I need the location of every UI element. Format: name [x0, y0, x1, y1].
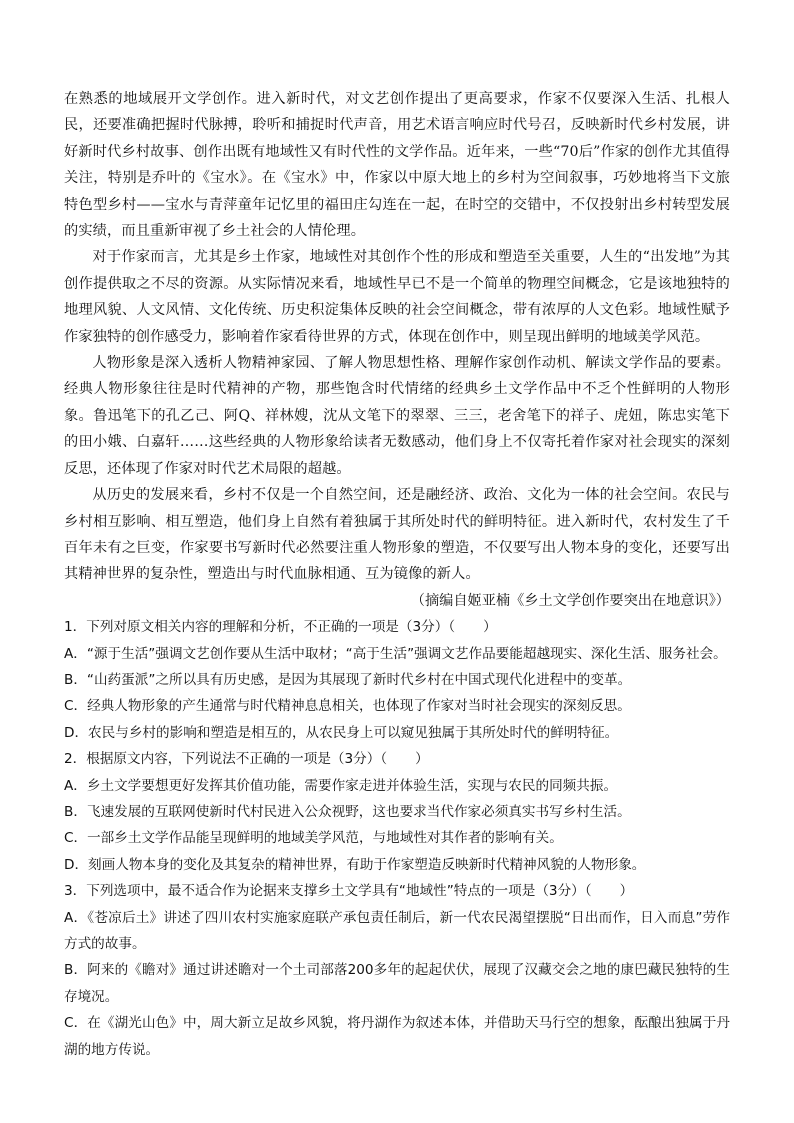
question-stem-text: 1．下列对原文相关内容的理解和分析，不正确的一项是（3分）（: [64, 619, 456, 636]
option-b: B．“山药蛋派”之所以具有历史感，是因为其展现了新时代乡村在中国式现代化进程中的变革。: [64, 671, 632, 688]
option-c: C．一部乡土文学作品能呈现鲜明的地域美学风范，与地域性对其作者的影响有关。: [64, 830, 563, 847]
passage-source: （摘编自姬亚楠《乡土文学创作要突出在地意识》）: [410, 592, 730, 609]
passage-paragraph-2: 对于作家而言，尤其是乡土作家，地域性对其创作个性的形成和塑造至关重要，人生的“出发地”为其创作提供取之不尽的资源。从实际情况来看，地域性早已不是一个简单的物理空间概念，它是该地独特的地理风貌、人文风情、文化传统、历史积淀集体反映的社会空间概念，带有浓厚的人文色彩。地域性赋予作家独特的创作感受力，影响着作家看待世界的方式，体现在创作中，则呈现出鲜明的地域美学风范。: [64, 249, 730, 345]
question-stem-text: 3．下列选项中，最不适合作为论据来支撑乡土文学具有“地域性”特点的一项是（3分）（: [64, 883, 592, 900]
question-stem: [64, 746, 730, 772]
question-list: [64, 614, 730, 1063]
reading-passage: [64, 86, 730, 614]
question-stem-end: ）: [483, 619, 497, 636]
passage-paragraph-4: 从历史的发展来看，乡村不仅是一个自然空间，还是融经济、政治、文化为一体的社会空间。农民与乡村相互影响、相互塑造，他们身上自然有着独属于其所处时代的鲜明特征。进入新时代，农村发生了千百年未有之巨变，作家要书写新时代必然要注重人物形象的塑造，不仅要写出人物本身的变化，还要写出其精神世界的复杂性，塑造出与时代血脉相通、互为镜像的新人。: [64, 487, 730, 583]
question-stem: [64, 878, 730, 904]
question-stem-end: ）: [619, 883, 634, 900]
question-stem-end: ）: [415, 751, 429, 768]
question-1: [64, 614, 730, 746]
question-2: [64, 746, 730, 878]
question-3: [64, 878, 730, 1063]
option-a: A．《苍凉后土》讲述了四川农村实施家庭联产承包责任制后，新一代农民渴望摆脱“日出而作，日入而息”劳作方式的故事。: [64, 909, 730, 952]
question-stem-text: 2．根据原文内容，下列说法不正确的一项是（3分）（: [64, 751, 388, 768]
option-c: C．在《湖光山色》中，周大新立足故乡风貌，将丹湖作为叙述本体，并借助天马行空的想象，酝酿出独属于丹湖的地方传说。: [64, 1015, 730, 1058]
option-d: D．农民与乡村的影响和塑造是相互的，从农民身上可以窥见独属于其所处时代的鲜明特征。: [64, 724, 619, 741]
option-a: A．“源于生活”强调文艺创作要从生活中取材；“高于生活”强调文艺作品要能超越现实、深化生活、服务社会。: [64, 645, 727, 662]
passage-paragraph-3: 人物形象是深入透析人物精神家园、了解人物思想性格、理解作家创作动机、解读文学作品的要素。经典人物形象往往是时代精神的产物，那些饱含时代情绪的经典乡土文学作品中不乏个性鲜明的人物形象。鲁迅笔下的孔乙己、阿Q、祥林嫂，沈从文笔下的翠翠、三三，老舍笔下的祥子、虎妞，陈忠实笔下的田小娥、白嘉轩……这些经典的人物形象给读者无数感动，他们身上不仅寄托着作家对社会现实的深刻反思，还体现了作家对时代艺术局限的超越。: [64, 355, 730, 477]
option-c: C．经典人物形象的产生通常与时代精神息息相关，也体现了作家对当时社会现实的深刻反思。: [64, 698, 631, 715]
option-b: B．飞速发展的互联网使新时代村民进入公众视野，这也要求当代作家必须真实书写乡村生活。: [64, 803, 631, 820]
option-a: A．乡土文学要想更好发挥其价值功能，需要作家走进并体验生活，实现与农民的同频共振。: [64, 777, 618, 794]
passage-paragraph-1: 在熟悉的地域展开文学创作。进入新时代，对文艺创作提出了更高要求，作家不仅要深入生活、扎根人民，还要准确把握时代脉搏，聆听和捕捉时代声音，用艺术语言响应时代号召，反映新时代乡村发展，讲好新时代乡村故事、创作出既有地域性又有时代性的文学作品。近年来，一些“70后”作家的创作尤其值得关注，特别是乔叶的《宝水》。在《宝水》中，作家以中原大地上的乡村为空间叙事，巧妙地将当下文旅特色型乡村——宝水与青萍童年记忆里的福田庄勾连在一起，在时空的交错中，不仅投射出乡村转型发展的实绩，而且重新审视了乡土社会的人情伦理。: [64, 91, 730, 240]
option-d: D．刻画人物本身的变化及其复杂的精神世界，有助于作家塑造反映新时代精神风貌的人物形象。: [64, 856, 646, 873]
option-b: B．阿来的《瞻对》通过讲述瞻对一个土司部落200多年的起起伏伏，展现了汉藏交会之地的康巴藏民独特的生存境况。: [64, 962, 730, 1005]
question-stem: [64, 614, 730, 640]
